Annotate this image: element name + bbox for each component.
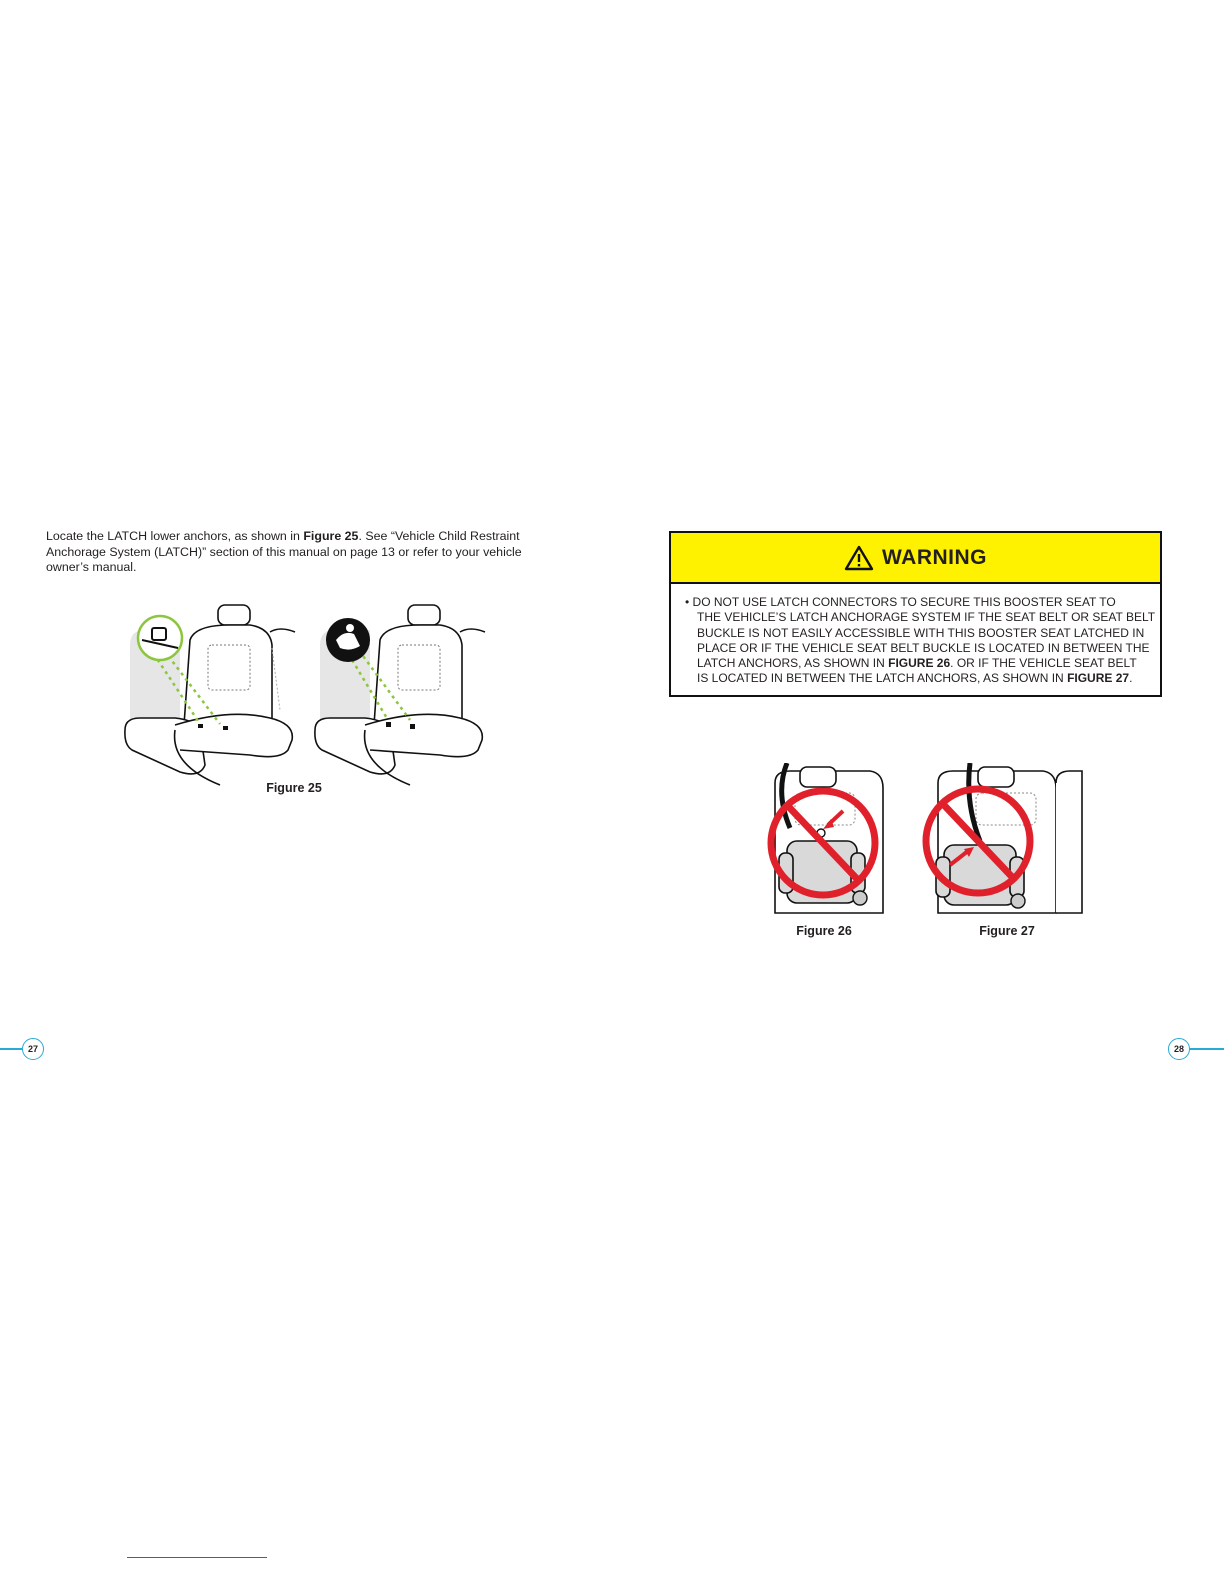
warning-title: WARNING [882,545,987,569]
warning-line-5 [685,656,1146,671]
footer-underline [127,1557,267,1558]
warning-triangle-icon [844,545,874,571]
warning-box [669,531,1162,697]
warning-line-5-tail: . OR IF THE VEHICLE SEAT BELT [950,656,1137,671]
warning-line-6-tail: . [1129,671,1133,686]
latch-anchor-icon [138,616,182,660]
page-27-rule [0,1048,22,1050]
warning-line-4: PLACE OR IF THE VEHICLE SEAT BELT BUCKLE IS LOCATED IN BETWEEN THE [697,640,1150,655]
vehicle-seat-right [315,605,485,785]
figure-26-illustration [765,763,885,918]
warning-line-6 [685,671,1146,686]
warning-line-2: THE VEHICLE’S LATCH ANCHORAGE SYSTEM IF THE SEAT BELT OR SEAT BELT [697,610,1156,625]
figure-27-label: Figure 27 [979,924,1035,938]
intro-text-2: . See “Vehicle Child Restraint Anchorage System (LATCH)” section of this manual on page 13 or refer to your vehicle owner’s manual. [46,529,522,574]
vehicle-seat-left [125,605,295,785]
warning-line-1: • DO NOT USE LATCH CONNECTORS TO SECURE THIS BOOSTER SEAT TO [685,595,1116,609]
page-number-27: 27 [22,1038,44,1060]
warning-line-6-text: IS LOCATED IN BETWEEN THE LATCH ANCHORS, AS SHOWN IN [697,671,1068,686]
page-28-rule [1190,1048,1224,1050]
warning-header [671,533,1160,584]
intro-paragraph [46,529,536,576]
figure-27-illustration [920,763,1085,918]
warning-figure-27-ref: FIGURE 27 [1067,671,1130,686]
intro-figure-ref: Figure 25 [303,529,359,543]
warning-body [671,584,1160,687]
figure-25-label: Figure 25 [266,781,322,795]
warning-figure-26-ref: FIGURE 26 [888,656,951,671]
warning-line-5-text: LATCH ANCHORS, AS SHOWN IN [697,656,889,671]
figure-25-illustration [120,600,490,790]
figure-26-label: Figure 26 [796,924,852,938]
page-number-28: 28 [1168,1038,1190,1060]
warning-line-3: BUCKLE IS NOT EASILY ACCESSIBLE WITH THIS BOOSTER SEAT LATCHED IN [697,625,1145,640]
intro-text-1: Locate the LATCH lower anchors, as shown in [46,529,304,543]
